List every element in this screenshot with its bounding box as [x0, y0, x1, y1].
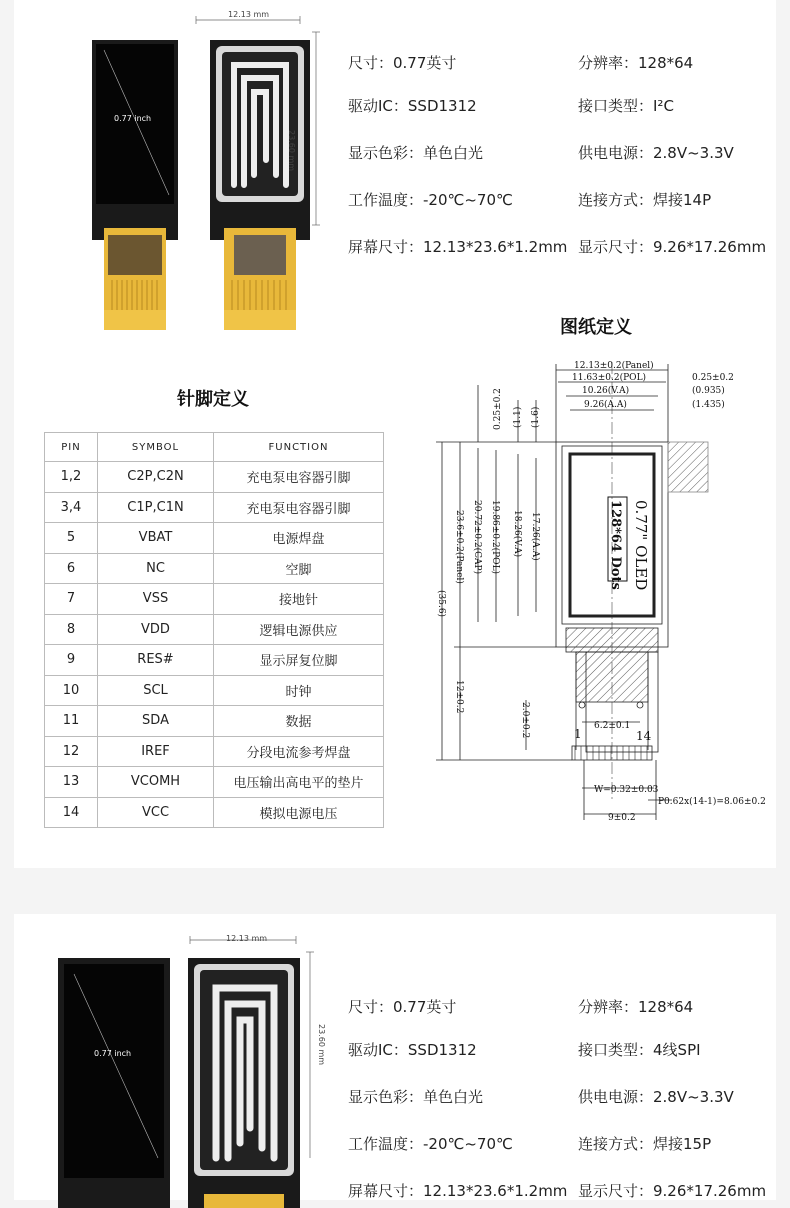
- function-cell: 电源焊盘: [214, 523, 384, 554]
- dim-left-top-3: (1.6): [531, 406, 541, 428]
- column-header-function: FUNCTION: [214, 433, 384, 462]
- pin-cell: 12: [45, 736, 98, 767]
- dim-left-top-1: 0.25±0.2: [493, 388, 503, 430]
- function-cell: 空脚: [214, 553, 384, 584]
- width-dimension-label: 12.13 mm: [226, 934, 268, 943]
- spec-item: 屏幕尺寸：12.13*23.6*1.2mm: [348, 1182, 568, 1200]
- symbol-cell: VSS: [98, 584, 214, 615]
- table-row: [45, 797, 384, 828]
- spec-item: 显示色彩：单色白光: [348, 1088, 484, 1106]
- dim-va-height: 18.26(V.A): [512, 510, 522, 558]
- spec-item: 供电电源：2.8V~3.3V: [578, 1088, 734, 1106]
- pin-cell: 6: [45, 553, 98, 584]
- spec-item: 尺寸：0.77英寸: [348, 54, 457, 72]
- spec-item: 接口类型：4线SPI: [578, 1041, 701, 1059]
- symbol-cell: SCL: [98, 675, 214, 706]
- function-cell: 分段电流参考焊盘: [214, 736, 384, 767]
- spec-item: 接口类型：I²C: [578, 97, 674, 115]
- height-dimension-label: 23.60 mm: [317, 1024, 326, 1066]
- pin-cell: 10: [45, 675, 98, 706]
- width-dimension-label: 12.13 mm: [228, 10, 270, 19]
- spec-item: 屏幕尺寸：12.13*23.6*1.2mm: [348, 238, 568, 256]
- dim-fpc-width: 9±0.2: [608, 813, 636, 823]
- function-cell: 时钟: [214, 675, 384, 706]
- spec-item: 尺寸：0.77英寸: [348, 998, 457, 1016]
- spec-item: 连接方式：焊接15P: [578, 1135, 712, 1153]
- function-cell: 逻辑电源供应: [214, 614, 384, 645]
- dim-fpc-offset: 2.0±0.2: [520, 702, 530, 739]
- dim-pol-height: 19.86±0.2(POL): [490, 500, 500, 575]
- drawing-screen-text-2: 128*64 Dots: [608, 500, 623, 590]
- height-dimension-label: 23.60 mm: [287, 130, 296, 172]
- spec-item: 驱动IC：SSD1312: [348, 97, 477, 115]
- pin-cell: 5: [45, 523, 98, 554]
- dim-right-3: (1.435): [692, 400, 725, 410]
- product-photo: [54, 928, 334, 1208]
- spec-item: 显示尺寸：9.26*17.26mm: [578, 238, 767, 256]
- pin-section-title: 针脚定义: [177, 389, 249, 410]
- dim-va-width: 10.26(V.A): [582, 386, 630, 396]
- symbol-cell: VBAT: [98, 523, 214, 554]
- pin-cell: 7: [45, 584, 98, 615]
- table-row: [45, 614, 384, 645]
- function-cell: 充电泵电容器引脚: [214, 492, 384, 523]
- symbol-cell: RES#: [98, 645, 214, 676]
- symbol-cell: SDA: [98, 706, 214, 737]
- dim-pol-width: 11.63±0.2(POL): [572, 373, 647, 383]
- table-row: [45, 553, 384, 584]
- pin-cell: 13: [45, 767, 98, 798]
- symbol-cell: C2P,C2N: [98, 462, 214, 493]
- dim-fpc-length: 12±0.2: [454, 680, 464, 714]
- function-cell: 接地针: [214, 584, 384, 615]
- pin-cell: 8: [45, 614, 98, 645]
- drawing-section-title: 图纸定义: [560, 317, 632, 338]
- symbol-cell: VDD: [98, 614, 214, 645]
- pin-cell: 9: [45, 645, 98, 676]
- spec-item: 显示色彩：单色白光: [348, 144, 484, 162]
- table-row: [45, 462, 384, 493]
- dim-pin-pitch: P0.62x(14-1)=8.06±0.2: [658, 797, 766, 807]
- table-row: [45, 523, 384, 554]
- table-header-row: [45, 433, 384, 462]
- pin-cell: 3,4: [45, 492, 98, 523]
- pin-cell: 1,2: [45, 462, 98, 493]
- spec-item: 工作温度：-20℃~70℃: [348, 1135, 513, 1153]
- symbol-cell: NC: [98, 553, 214, 584]
- column-header-pin: PIN: [45, 433, 98, 462]
- table-row: [45, 492, 384, 523]
- dim-panel-height: 23.6±0.2(Panel): [454, 510, 464, 584]
- spec-item: 分辨率：128*64: [578, 54, 694, 72]
- function-cell: 显示屏复位脚: [214, 645, 384, 676]
- spec-item: 连接方式：焊接14P: [578, 191, 712, 209]
- dim-right-1: 0.25±0.2: [692, 373, 734, 383]
- table-row: [45, 675, 384, 706]
- function-cell: 数据: [214, 706, 384, 737]
- pin-cell: 14: [45, 797, 98, 828]
- pin-last-label: 14: [636, 729, 652, 743]
- screen-size-label: 0.77 inch: [94, 1049, 132, 1058]
- spec-item: 工作温度：-20℃~70℃: [348, 191, 513, 209]
- symbol-cell: IREF: [98, 736, 214, 767]
- dim-panel-width: 12.13±0.2(Panel): [574, 361, 654, 371]
- table-row: [45, 767, 384, 798]
- column-header-symbol: SYMBOL: [98, 433, 214, 462]
- dim-total-height: (35.6): [436, 590, 446, 618]
- spec-item: 驱动IC：SSD1312: [348, 1041, 477, 1059]
- screen-size-label: 0.77 inch: [114, 114, 152, 123]
- dim-left-top-2: (1.1): [513, 406, 523, 428]
- table-row: [45, 706, 384, 737]
- pin-cell: 11: [45, 706, 98, 737]
- product-card-i2c: [14, 0, 776, 868]
- dim-aa-width: 9.26(A.A): [584, 400, 627, 410]
- function-cell: 充电泵电容器引脚: [214, 462, 384, 493]
- drawing-screen-text-1: 0.77" OLED: [632, 500, 650, 591]
- dim-aa-height: 17.26(A.A): [530, 512, 540, 561]
- dim-cap-height: 20.72±0.2(CAP): [472, 500, 482, 575]
- table-row: [45, 736, 384, 767]
- symbol-cell: VCC: [98, 797, 214, 828]
- spec-item: 分辨率：128*64: [578, 998, 694, 1016]
- dim-pin-width: W=0.32±0.03: [594, 785, 659, 795]
- function-cell: 模拟电源电压: [214, 797, 384, 828]
- symbol-cell: VCOMH: [98, 767, 214, 798]
- table-row: [45, 584, 384, 615]
- product-photo: [74, 10, 344, 335]
- spec-item: 供电电源：2.8V~3.3V: [578, 144, 734, 162]
- pin-definition-table: [44, 432, 384, 828]
- technical-drawing: [414, 350, 776, 840]
- function-cell: 电压输出高电平的垫片: [214, 767, 384, 798]
- symbol-cell: C1P,C1N: [98, 492, 214, 523]
- spec-item: 显示尺寸：9.26*17.26mm: [578, 1182, 767, 1200]
- dim-right-2: (0.935): [692, 386, 725, 396]
- pin-first-label: 1: [574, 727, 582, 741]
- product-card-spi: [14, 914, 776, 1200]
- table-row: [45, 645, 384, 676]
- dim-hole-spacing: 6.2±0.1: [594, 721, 631, 731]
